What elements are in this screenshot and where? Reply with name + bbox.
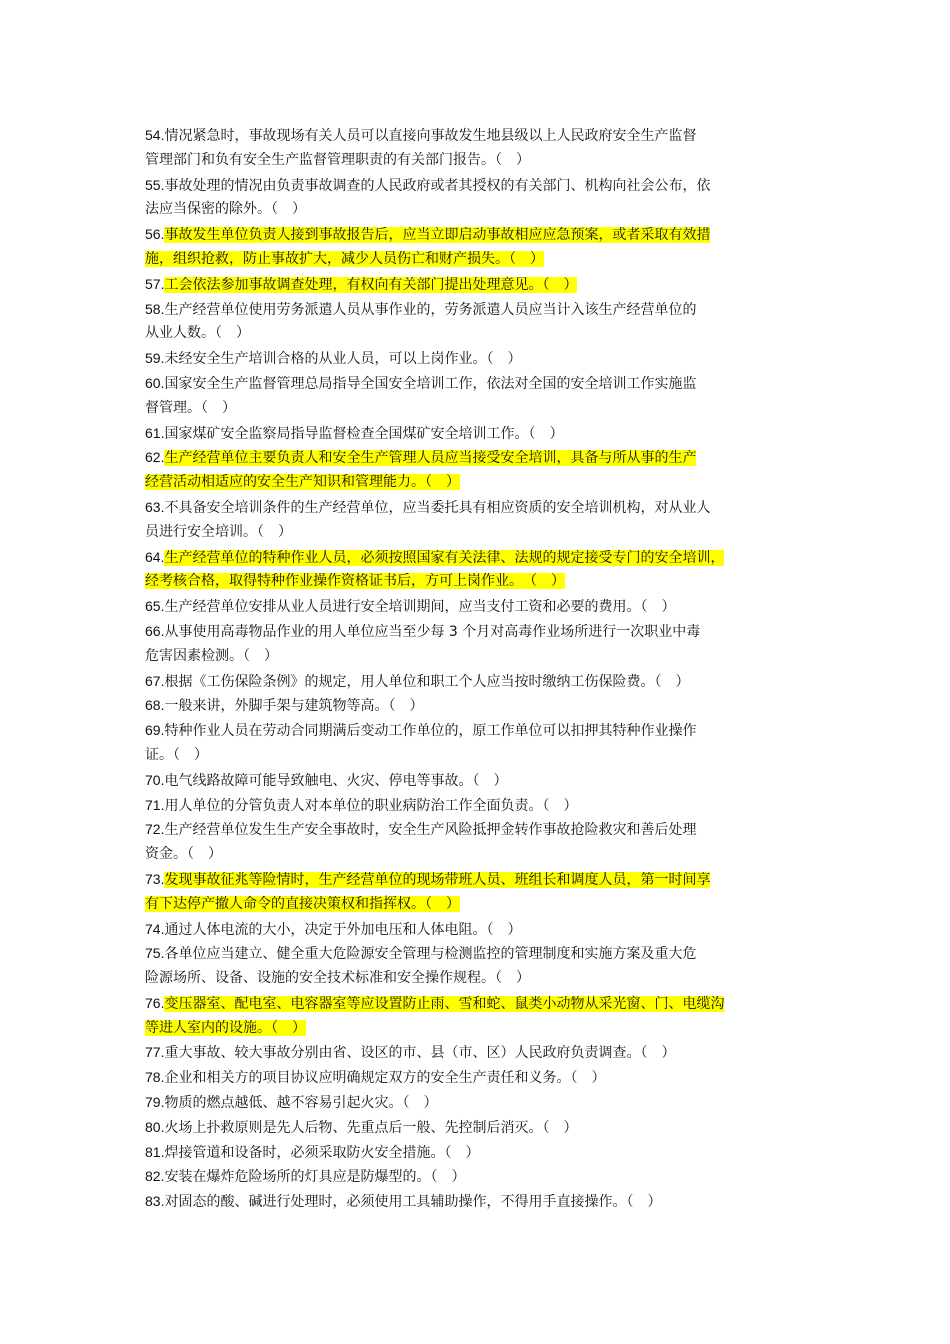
question-text: 重大事故、较大事故分别由省、设区的市、县（市、区）人民政府负责调查。（ ） [164, 1045, 676, 1062]
question-number: 83. [145, 1193, 165, 1210]
question-number: 64. [145, 548, 165, 565]
question-line [145, 1016, 810, 1041]
question-item [145, 272, 810, 297]
question-line [145, 445, 810, 470]
question-number: 81. [145, 1143, 165, 1160]
question-text: 特种作业人员在劳动合同期满后变动工作单位的，原工作单位可以扣押其特种作业操作 [164, 723, 697, 740]
question-number: 70. [145, 771, 165, 788]
question-line [145, 123, 810, 148]
question-number: 55. [145, 176, 165, 193]
question-line [145, 321, 810, 346]
question-line [145, 867, 810, 892]
question-text: 火场上扑救原则是先人后物、先重点后一般、先控制后消灭。（ ） [164, 1119, 578, 1136]
question-item [145, 1189, 810, 1214]
question-line [145, 817, 810, 842]
question-item [145, 346, 810, 371]
question-text: 经营活动相适应的安全生产知识和管理能力。（ ） [145, 474, 460, 491]
question-line [145, 1115, 810, 1140]
question-line [145, 1065, 810, 1090]
question-number: 65. [145, 598, 165, 615]
question-text: 焊接管道和设备时，必须采取防火安全措施。（ ） [164, 1144, 480, 1161]
question-item [145, 1140, 810, 1165]
question-item [145, 1040, 810, 1065]
question-number: 63. [145, 498, 165, 515]
question-text: 生产经营单位发生生产安全事故时，安全生产风险抵押金转作事故抢险救灾和善后处理 [164, 822, 697, 839]
question-text: 一般来讲，外脚手架与建筑物等高。（ ） [164, 698, 424, 715]
question-item [145, 669, 810, 694]
question-line [145, 396, 810, 421]
question-number: 58. [145, 300, 165, 317]
question-line [145, 371, 810, 396]
question-number: 61. [145, 424, 165, 441]
question-text: 督管理。（ ） [145, 399, 236, 416]
question-item [145, 173, 810, 223]
question-item [145, 867, 810, 917]
question-item [145, 793, 810, 818]
question-text: 安装在爆炸危险场所的灯具应是防爆型的。（ ） [164, 1169, 466, 1186]
question-line [145, 272, 810, 297]
question-item [145, 619, 810, 669]
question-item [145, 123, 810, 173]
question-line [145, 594, 810, 619]
question-text: 等进人室内的设施。（ ） [145, 1019, 306, 1036]
question-line [145, 173, 810, 198]
question-line [145, 148, 810, 173]
question-line [145, 892, 810, 917]
question-line [145, 991, 810, 1016]
question-item [145, 1065, 810, 1090]
question-line [145, 718, 810, 743]
question-line [145, 197, 810, 222]
question-item [145, 718, 810, 768]
question-number: 60. [145, 374, 165, 391]
question-line [145, 693, 810, 718]
question-text: 事故发生单位负责人接到事故报告后，应当立即启动事故相应应急预案，或者采取有效措 [164, 227, 711, 244]
question-line [145, 1189, 810, 1214]
question-text: 管理部门和负有安全生产监督管理职责的有关部门报告。（ ） [145, 151, 530, 168]
question-text: 用人单位的分管负责人对本单位的职业病防治工作全面负责。（ ） [164, 797, 578, 814]
question-line [145, 917, 810, 942]
question-line [145, 470, 810, 495]
question-line [145, 247, 810, 272]
question-text: 情况紧急时，事故现场有关人员可以直接向事故发生地县级以上人民政府安全生产监督 [164, 128, 697, 144]
question-line [145, 842, 810, 867]
question-item [145, 421, 810, 446]
question-number: 54. [145, 127, 165, 143]
question-line [145, 644, 810, 669]
question-line [145, 520, 810, 545]
question-number: 74. [145, 920, 165, 937]
question-text: 险源场所、设备、设施的安全技术标准和安全操作规程。（ ） [145, 970, 530, 987]
question-text: 经考核合格，取得特种作业操作资格证书后，方可上岗作业。 （ ） [145, 573, 565, 590]
question-number: 72. [145, 821, 165, 838]
question-number: 66. [145, 622, 165, 639]
question-number: 71. [145, 796, 165, 813]
question-item [145, 495, 810, 545]
question-text: 员进行安全培训。（ ） [145, 523, 292, 540]
question-number: 82. [145, 1168, 165, 1185]
question-text: 通过人体电流的大小，决定于外加电压和人体电阻。（ ） [164, 921, 522, 938]
question-item [145, 1090, 810, 1115]
question-number: 76. [145, 994, 165, 1011]
question-text: 企业和相关方的项目协议应明确规定双方的安全生产责任和义务。（ ） [164, 1070, 606, 1087]
question-text: 生产经营单位使用劳务派遣人员从事作业的，劳务派遣人员应当计入该生产经营单位的 [164, 301, 697, 318]
question-number: 73. [145, 870, 165, 887]
question-number: 78. [145, 1069, 165, 1086]
question-item [145, 371, 810, 421]
question-text: 资金。（ ） [145, 846, 222, 863]
question-number: 57. [145, 275, 165, 292]
question-item [145, 693, 810, 718]
question-line [145, 941, 810, 966]
question-item [145, 445, 810, 495]
question-item [145, 545, 810, 595]
question-line [145, 1040, 810, 1065]
question-text: 从事使用高毒物品作业的用人单位应当至少每 3 个月对高毒作业场所进行一次职业中毒 [164, 623, 701, 640]
question-text: 生产经营单位主要负责人和安全生产管理人员应当接受安全培训，具备与所从事的生产 [164, 450, 697, 467]
question-text: 电气线路故障可能导致触电、火灾、停电等事故。（ ） [164, 772, 508, 789]
question-text: 危害因素检测。（ ） [145, 647, 278, 664]
question-item [145, 917, 810, 942]
question-text: 对固态的酸、碱进行处理时，必须使用工具辅助操作，不得用手直接操作。（ ） [164, 1194, 662, 1211]
question-line [145, 1164, 810, 1189]
question-line [145, 569, 810, 594]
question-line [145, 421, 810, 446]
question-text: 工会依法参加事故调查处理，有权向有关部门提出处理意见。（ ） [164, 276, 578, 293]
question-item [145, 222, 810, 272]
question-number: 77. [145, 1044, 165, 1061]
question-text: 事故处理的情况由负责事故调查的人民政府或者其授权的有关部门、机构向社会公布，依 [164, 177, 711, 194]
question-line [145, 1140, 810, 1165]
question-text: 施，组织抢救，防止事故扩大，减少人员伤亡和财产损失。（ ） [145, 250, 544, 267]
question-line [145, 495, 810, 520]
question-item [145, 594, 810, 619]
question-line [145, 222, 810, 247]
question-number: 69. [145, 722, 165, 739]
question-text: 生产经营单位的特种作业人员，必须按照国家有关法律、法规的规定接受专门的安全培训， [164, 549, 725, 566]
question-text: 不具备安全培训条件的生产经营单位，应当委托具有相应资质的安全培训机构，对从业人 [164, 499, 711, 516]
question-line [145, 346, 810, 371]
question-line [145, 297, 810, 322]
question-text: 各单位应当建立、健全重大危险源安全管理与检测监控的管理制度和实施方案及重大危 [164, 946, 697, 963]
question-item [145, 941, 810, 991]
question-number: 80. [145, 1118, 165, 1135]
question-item [145, 991, 810, 1041]
question-number: 67. [145, 672, 165, 689]
question-line [145, 545, 810, 570]
question-line [145, 966, 810, 991]
question-line [145, 1090, 810, 1115]
question-text: 从业人数。（ ） [145, 325, 250, 342]
question-number: 59. [145, 350, 165, 367]
question-text: 国家煤矿安全监察局指导监督检查全国煤矿安全培训工作。（ ） [164, 425, 564, 442]
question-text: 有下达停产撤人命令的直接决策权和指挥权。（ ） [145, 895, 460, 912]
question-item [145, 817, 810, 867]
question-number: 62. [145, 449, 165, 466]
question-number: 75. [145, 945, 165, 962]
question-text: 国家安全生产监督管理总局指导全国安全培训工作，依法对全国的安全培训工作实施监 [164, 375, 697, 392]
question-text: 根据《工伤保险条例》的规定，用人单位和职工个人应当按时缴纳工伤保险费。（ ） [164, 673, 690, 690]
question-line [145, 669, 810, 694]
question-number: 79. [145, 1094, 165, 1111]
question-item [145, 297, 810, 347]
question-list [145, 123, 810, 1214]
question-line [145, 768, 810, 793]
question-text: 生产经营单位安排从业人员进行安全培训期间，应当支付工资和必要的费用。（ ） [164, 599, 676, 616]
question-text: 发现事故征兆等险情时，生产经营单位的现场带班人员、班组长和调度人员，第一时间享 [164, 871, 711, 888]
question-item [145, 1164, 810, 1189]
question-item [145, 768, 810, 793]
question-text: 法应当保密的除外。（ ） [145, 201, 306, 218]
question-text: 变压器室、配电室、电容器室等应设置防止雨、雪和蛇、鼠类小动物从采光窗、门、电缆沟 [164, 995, 725, 1012]
question-number: 68. [145, 697, 165, 714]
question-line [145, 619, 810, 644]
question-item [145, 1115, 810, 1140]
question-line [145, 743, 810, 768]
question-line [145, 793, 810, 818]
question-number: 56. [145, 226, 165, 243]
question-text: 物质的燃点越低、越不容易引起火灾。（ ） [164, 1095, 438, 1112]
question-text: 未经安全生产培训合格的从业人员，可以上岗作业。（ ） [164, 351, 522, 368]
question-text: 证。（ ） [145, 746, 208, 763]
